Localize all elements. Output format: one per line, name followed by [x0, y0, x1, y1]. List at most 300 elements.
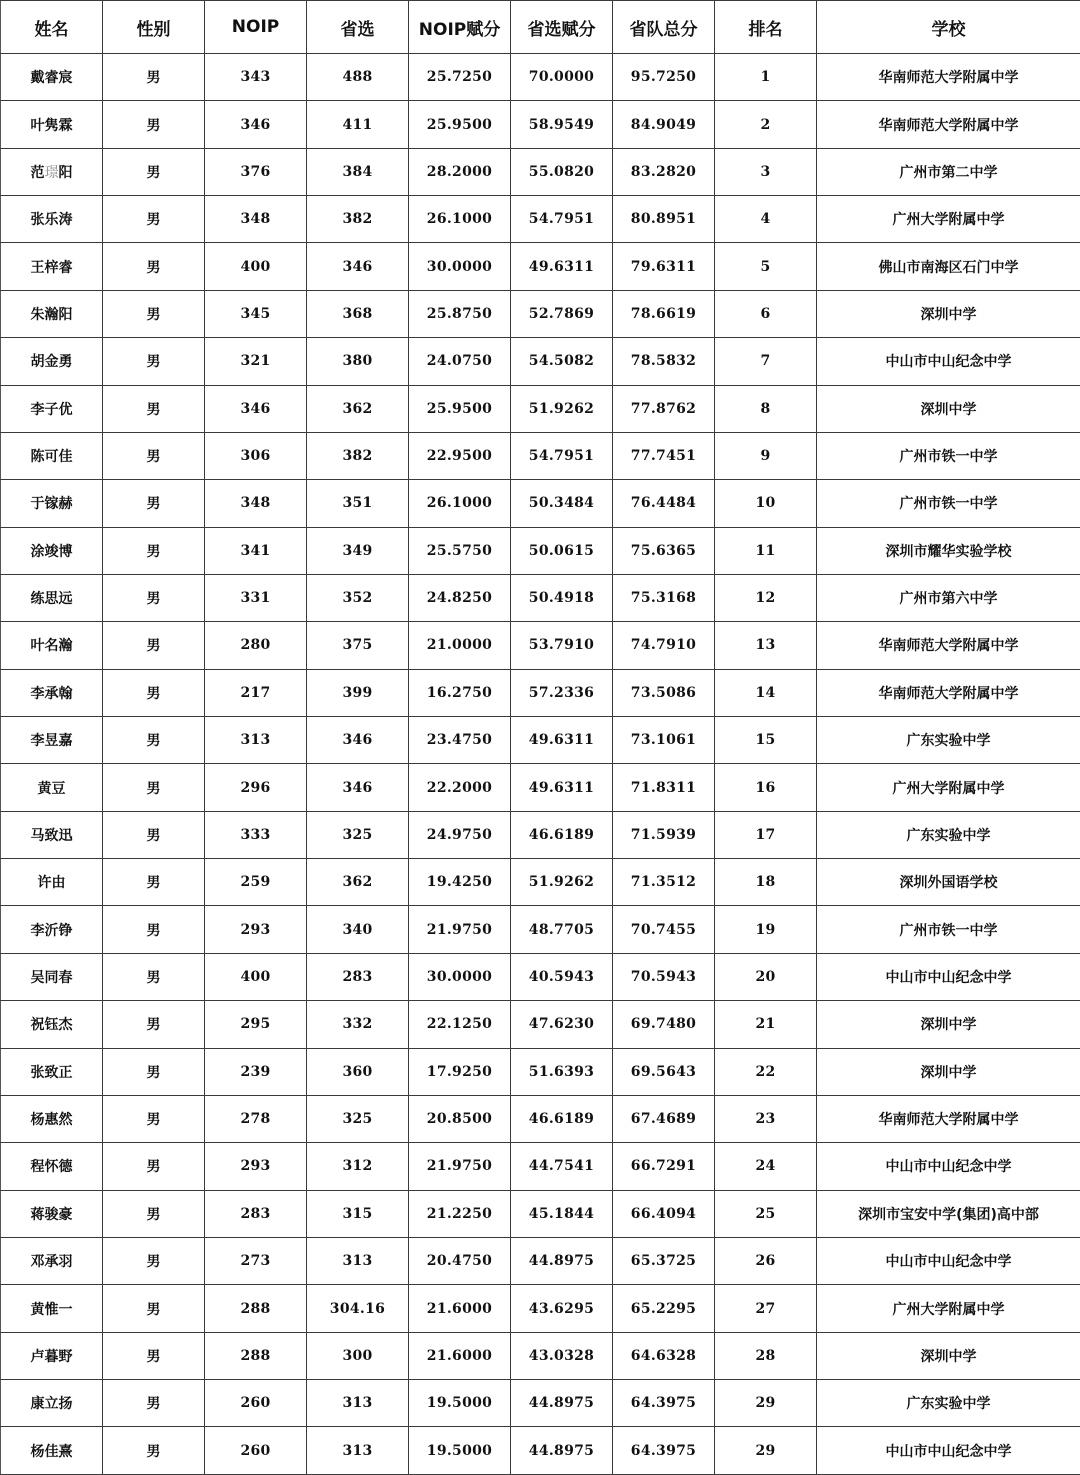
cell-provincial-score: 49.6311: [511, 764, 613, 811]
cell-provincial-score: 43.6295: [511, 1285, 613, 1332]
cell-gender: 男: [103, 385, 205, 432]
cell-school: 华南师范大学附属中学: [817, 101, 1080, 148]
cell-gender: 男: [103, 953, 205, 1000]
cell-total: 77.7451: [613, 432, 715, 479]
cell-school: 深圳中学: [817, 1048, 1080, 1095]
cell-provincial-score: 51.9262: [511, 385, 613, 432]
cell-gender: 男: [103, 811, 205, 858]
cell-provincial-score: 44.8975: [511, 1237, 613, 1284]
cell-gender: 男: [103, 1427, 205, 1475]
cell-total: 73.1061: [613, 717, 715, 764]
cell-rank: 4: [715, 196, 817, 243]
cell-rank: 6: [715, 290, 817, 337]
cell-provincial-score: 54.7951: [511, 196, 613, 243]
cell-name: 卢暮野: [1, 1332, 103, 1379]
cell-provincial: 362: [307, 385, 409, 432]
header-row: [1, 1, 1080, 54]
cell-school: 广州市铁一中学: [817, 906, 1080, 953]
cell-total: 71.5939: [613, 811, 715, 858]
cell-name: 练思远: [1, 574, 103, 621]
cell-provincial: 360: [307, 1048, 409, 1095]
cell-provincial: 375: [307, 622, 409, 669]
cell-noip-score: 16.2750: [409, 669, 511, 716]
cell-noip-score: 21.6000: [409, 1285, 511, 1332]
cell-noip-score: 19.4250: [409, 859, 511, 906]
header-rank: 排名: [715, 1, 817, 54]
table-row: [1, 1143, 1080, 1190]
cell-noip: 293: [205, 906, 307, 953]
cell-rank: 22: [715, 1048, 817, 1095]
cell-provincial: 382: [307, 196, 409, 243]
cell-provincial-score: 54.5082: [511, 338, 613, 385]
cell-school: 深圳中学: [817, 1001, 1080, 1048]
cell-total: 71.3512: [613, 859, 715, 906]
cell-gender: 男: [103, 290, 205, 337]
cell-noip-score: 25.8750: [409, 290, 511, 337]
name-char: 璟: [44, 164, 59, 181]
cell-noip: 296: [205, 764, 307, 811]
header-provincial: 省选: [307, 1, 409, 54]
cell-rank: 5: [715, 243, 817, 290]
table-row: [1, 338, 1080, 385]
table-row: [1, 953, 1080, 1000]
cell-gender: 男: [103, 338, 205, 385]
cell-provincial: 362: [307, 859, 409, 906]
cell-rank: 18: [715, 859, 817, 906]
cell-rank: 14: [715, 669, 817, 716]
cell-total: 80.8951: [613, 196, 715, 243]
cell-rank: 27: [715, 1285, 817, 1332]
cell-name: 蒋骏豪: [1, 1190, 103, 1237]
cell-provincial-score: 52.7869: [511, 290, 613, 337]
table-body: [1, 54, 1080, 1475]
cell-gender: 男: [103, 1095, 205, 1142]
cell-school: 广州大学附属中学: [817, 196, 1080, 243]
cell-name: 王梓睿: [1, 243, 103, 290]
cell-provincial: 349: [307, 527, 409, 574]
cell-gender: 男: [103, 480, 205, 527]
cell-name: 李沂铮: [1, 906, 103, 953]
cell-noip: 333: [205, 811, 307, 858]
cell-school: 广东实验中学: [817, 717, 1080, 764]
cell-provincial: 325: [307, 811, 409, 858]
table-row: [1, 432, 1080, 479]
header-provincial-score: 省选赋分: [511, 1, 613, 54]
cell-name: 于镓赫: [1, 480, 103, 527]
cell-noip: 346: [205, 385, 307, 432]
cell-school: 广东实验中学: [817, 1380, 1080, 1427]
table-header: [1, 1, 1080, 54]
cell-gender: 男: [103, 1237, 205, 1284]
cell-rank: 3: [715, 148, 817, 195]
cell-gender: 男: [103, 148, 205, 195]
table-row: [1, 243, 1080, 290]
cell-name: 张致正: [1, 1048, 103, 1095]
cell-provincial: 313: [307, 1427, 409, 1475]
cell-name: 叶名瀚: [1, 622, 103, 669]
cell-noip-score: 17.9250: [409, 1048, 511, 1095]
cell-rank: 2: [715, 101, 817, 148]
header-gender: 性别: [103, 1, 205, 54]
cell-gender: 男: [103, 1380, 205, 1427]
cell-noip: 331: [205, 574, 307, 621]
name-char: 范: [30, 164, 45, 181]
cell-noip-score: 21.9750: [409, 1143, 511, 1190]
cell-provincial-score: 54.7951: [511, 432, 613, 479]
cell-provincial-score: 50.0615: [511, 527, 613, 574]
cell-school: 佛山市南海区石门中学: [817, 243, 1080, 290]
cell-provincial: 351: [307, 480, 409, 527]
cell-provincial: 300: [307, 1332, 409, 1379]
cell-provincial: 399: [307, 669, 409, 716]
cell-school: 深圳中学: [817, 1332, 1080, 1379]
cell-noip: 346: [205, 101, 307, 148]
cell-total: 75.6365: [613, 527, 715, 574]
cell-provincial-score: 45.1844: [511, 1190, 613, 1237]
header-noip: NOIP: [205, 1, 307, 54]
cell-noip: 348: [205, 196, 307, 243]
cell-provincial-score: 58.9549: [511, 101, 613, 148]
cell-rank: 17: [715, 811, 817, 858]
cell-rank: 23: [715, 1095, 817, 1142]
table-row: [1, 859, 1080, 906]
cell-total: 69.7480: [613, 1001, 715, 1048]
cell-rank: 16: [715, 764, 817, 811]
cell-school: 广州市铁一中学: [817, 432, 1080, 479]
cell-rank: 24: [715, 1143, 817, 1190]
cell-noip-score: 20.8500: [409, 1095, 511, 1142]
cell-school: 深圳市宝安中学(集团)高中部: [817, 1190, 1080, 1237]
cell-noip: 293: [205, 1143, 307, 1190]
cell-noip: 343: [205, 54, 307, 101]
cell-school: 深圳中学: [817, 385, 1080, 432]
cell-total: 74.7910: [613, 622, 715, 669]
cell-school: 中山市中山纪念中学: [817, 953, 1080, 1000]
cell-noip: 283: [205, 1190, 307, 1237]
table-row: [1, 480, 1080, 527]
cell-provincial: 332: [307, 1001, 409, 1048]
cell-name: 李昱嘉: [1, 717, 103, 764]
cell-school: 中山市中山纪念中学: [817, 1427, 1080, 1475]
cell-total: 73.5086: [613, 669, 715, 716]
cell-noip: 313: [205, 717, 307, 764]
cell-gender: 男: [103, 101, 205, 148]
cell-total: 95.7250: [613, 54, 715, 101]
table-row: [1, 1427, 1080, 1475]
table-row: [1, 290, 1080, 337]
cell-name: 李子优: [1, 385, 103, 432]
cell-provincial-score: 44.8975: [511, 1380, 613, 1427]
cell-rank: 29: [715, 1427, 817, 1475]
cell-gender: 男: [103, 764, 205, 811]
table-row: [1, 1237, 1080, 1284]
cell-school: 华南师范大学附属中学: [817, 669, 1080, 716]
cell-gender: 男: [103, 196, 205, 243]
table-row: [1, 574, 1080, 621]
cell-provincial: 313: [307, 1380, 409, 1427]
cell-noip-score: 21.0000: [409, 622, 511, 669]
cell-name: 康立扬: [1, 1380, 103, 1427]
table-row: [1, 1048, 1080, 1095]
cell-total: 66.4094: [613, 1190, 715, 1237]
table-row: [1, 1001, 1080, 1048]
cell-rank: 21: [715, 1001, 817, 1048]
cell-total: 67.4689: [613, 1095, 715, 1142]
cell-noip-score: 20.4750: [409, 1237, 511, 1284]
table-row: [1, 811, 1080, 858]
cell-provincial-score: 44.8975: [511, 1427, 613, 1475]
cell-school: 深圳外国语学校: [817, 859, 1080, 906]
cell-total: 69.5643: [613, 1048, 715, 1095]
cell-gender: 男: [103, 906, 205, 953]
cell-noip-score: 23.4750: [409, 717, 511, 764]
cell-total: 78.5832: [613, 338, 715, 385]
cell-name: 吴同春: [1, 953, 103, 1000]
cell-rank: 10: [715, 480, 817, 527]
cell-school: 广州市铁一中学: [817, 480, 1080, 527]
cell-total: 78.6619: [613, 290, 715, 337]
cell-provincial-score: 40.5943: [511, 953, 613, 1000]
table-row: [1, 196, 1080, 243]
cell-provincial: 380: [307, 338, 409, 385]
cell-noip: 376: [205, 148, 307, 195]
header-total: 省队总分: [613, 1, 715, 54]
cell-gender: 男: [103, 1143, 205, 1190]
cell-school: 广东实验中学: [817, 811, 1080, 858]
cell-noip: 295: [205, 1001, 307, 1048]
cell-provincial-score: 51.6393: [511, 1048, 613, 1095]
cell-noip: 239: [205, 1048, 307, 1095]
header-school: 学校: [817, 1, 1080, 54]
cell-noip: 217: [205, 669, 307, 716]
cell-name: 黄豆: [1, 764, 103, 811]
cell-rank: 7: [715, 338, 817, 385]
cell-name: 黄惟一: [1, 1285, 103, 1332]
cell-provincial: 382: [307, 432, 409, 479]
cell-noip: 400: [205, 953, 307, 1000]
cell-noip-score: 26.1000: [409, 196, 511, 243]
cell-noip-score: 28.2000: [409, 148, 511, 195]
cell-provincial: 325: [307, 1095, 409, 1142]
header-name: 姓名: [1, 1, 103, 54]
cell-provincial: 304.16: [307, 1285, 409, 1332]
cell-total: 70.5943: [613, 953, 715, 1000]
cell-noip: 306: [205, 432, 307, 479]
cell-provincial-score: 49.6311: [511, 717, 613, 764]
cell-provincial-score: 43.0328: [511, 1332, 613, 1379]
cell-gender: 男: [103, 574, 205, 621]
table-row: [1, 54, 1080, 101]
cell-rank: 12: [715, 574, 817, 621]
cell-noip-score: 22.9500: [409, 432, 511, 479]
cell-noip: 345: [205, 290, 307, 337]
cell-rank: 9: [715, 432, 817, 479]
table-row: [1, 622, 1080, 669]
cell-provincial: 346: [307, 243, 409, 290]
cell-noip-score: 25.9500: [409, 385, 511, 432]
cell-total: 77.8762: [613, 385, 715, 432]
cell-school: 深圳中学: [817, 290, 1080, 337]
name-char: 阳: [58, 164, 73, 181]
table-row: [1, 101, 1080, 148]
cell-provincial: 315: [307, 1190, 409, 1237]
cell-total: 64.3975: [613, 1380, 715, 1427]
cell-total: 64.3975: [613, 1427, 715, 1475]
cell-rank: 15: [715, 717, 817, 764]
cell-name: 张乐涛: [1, 196, 103, 243]
cell-name: [1, 148, 103, 195]
cell-total: 65.3725: [613, 1237, 715, 1284]
cell-provincial-score: 47.6230: [511, 1001, 613, 1048]
table-row: [1, 1095, 1080, 1142]
table-row: [1, 669, 1080, 716]
cell-school: 华南师范大学附属中学: [817, 1095, 1080, 1142]
cell-noip-score: 25.7250: [409, 54, 511, 101]
cell-noip-score: 30.0000: [409, 953, 511, 1000]
cell-noip-score: 19.5000: [409, 1427, 511, 1475]
table-row: [1, 717, 1080, 764]
cell-provincial: 368: [307, 290, 409, 337]
cell-noip: 259: [205, 859, 307, 906]
cell-name: 马致迅: [1, 811, 103, 858]
cell-noip: 321: [205, 338, 307, 385]
cell-noip-score: 21.9750: [409, 906, 511, 953]
cell-provincial-score: 46.6189: [511, 811, 613, 858]
cell-name: 戴睿宸: [1, 54, 103, 101]
cell-school: 中山市中山纪念中学: [817, 1237, 1080, 1284]
cell-provincial-score: 50.4918: [511, 574, 613, 621]
cell-total: 70.7455: [613, 906, 715, 953]
cell-name: 祝钰杰: [1, 1001, 103, 1048]
cell-provincial-score: 55.0820: [511, 148, 613, 195]
cell-noip: 280: [205, 622, 307, 669]
cell-gender: 男: [103, 1190, 205, 1237]
cell-provincial-score: 50.3484: [511, 480, 613, 527]
cell-noip-score: 24.0750: [409, 338, 511, 385]
cell-gender: 男: [103, 1332, 205, 1379]
cell-noip-score: 26.1000: [409, 480, 511, 527]
header-noip-score: NOIP赋分: [409, 1, 511, 54]
cell-noip: 288: [205, 1285, 307, 1332]
cell-gender: 男: [103, 717, 205, 764]
cell-school: 广州大学附属中学: [817, 1285, 1080, 1332]
cell-gender: 男: [103, 527, 205, 574]
cell-total: 66.7291: [613, 1143, 715, 1190]
cell-school: 广州大学附属中学: [817, 764, 1080, 811]
cell-total: 84.9049: [613, 101, 715, 148]
cell-gender: 男: [103, 1001, 205, 1048]
cell-school: 华南师范大学附属中学: [817, 622, 1080, 669]
cell-school: 广州市第二中学: [817, 148, 1080, 195]
cell-gender: 男: [103, 859, 205, 906]
cell-name: 邓承羽: [1, 1237, 103, 1284]
cell-name: 朱瀚阳: [1, 290, 103, 337]
cell-provincial: 352: [307, 574, 409, 621]
cell-noip: 278: [205, 1095, 307, 1142]
cell-name: 程怀德: [1, 1143, 103, 1190]
cell-school: 深圳市耀华实验学校: [817, 527, 1080, 574]
cell-total: 83.2820: [613, 148, 715, 195]
table-row: [1, 385, 1080, 432]
table-row: [1, 764, 1080, 811]
cell-provincial-score: 49.6311: [511, 243, 613, 290]
cell-school: 华南师范大学附属中学: [817, 54, 1080, 101]
cell-noip-score: 30.0000: [409, 243, 511, 290]
cell-rank: 20: [715, 953, 817, 1000]
cell-noip: 260: [205, 1380, 307, 1427]
cell-provincial: 312: [307, 1143, 409, 1190]
cell-rank: 26: [715, 1237, 817, 1284]
table-row: [1, 906, 1080, 953]
cell-provincial-score: 51.9262: [511, 859, 613, 906]
cell-total: 75.3168: [613, 574, 715, 621]
cell-rank: 11: [715, 527, 817, 574]
cell-provincial: 346: [307, 764, 409, 811]
cell-school: 中山市中山纪念中学: [817, 1143, 1080, 1190]
cell-provincial: 488: [307, 54, 409, 101]
cell-provincial: 283: [307, 953, 409, 1000]
cell-total: 64.6328: [613, 1332, 715, 1379]
table-row: [1, 1380, 1080, 1427]
cell-noip: 341: [205, 527, 307, 574]
cell-rank: 8: [715, 385, 817, 432]
cell-gender: 男: [103, 1048, 205, 1095]
cell-noip-score: 22.1250: [409, 1001, 511, 1048]
cell-provincial-score: 70.0000: [511, 54, 613, 101]
table-row: [1, 1285, 1080, 1332]
cell-noip: 288: [205, 1332, 307, 1379]
cell-noip: 348: [205, 480, 307, 527]
cell-noip-score: 24.8250: [409, 574, 511, 621]
cell-provincial: 384: [307, 148, 409, 195]
cell-gender: 男: [103, 432, 205, 479]
cell-name: 胡金勇: [1, 338, 103, 385]
cell-name: 杨惠然: [1, 1095, 103, 1142]
cell-gender: 男: [103, 54, 205, 101]
cell-gender: 男: [103, 1285, 205, 1332]
cell-noip-score: 24.9750: [409, 811, 511, 858]
cell-noip-score: 25.5750: [409, 527, 511, 574]
cell-rank: 25: [715, 1190, 817, 1237]
cell-gender: 男: [103, 622, 205, 669]
table-row: [1, 527, 1080, 574]
cell-name: 李承翰: [1, 669, 103, 716]
table-row: [1, 1190, 1080, 1237]
cell-noip-score: 21.2250: [409, 1190, 511, 1237]
cell-gender: 男: [103, 669, 205, 716]
cell-rank: 29: [715, 1380, 817, 1427]
cell-provincial: 340: [307, 906, 409, 953]
table-row: [1, 1332, 1080, 1379]
cell-name: 叶隽霖: [1, 101, 103, 148]
cell-provincial: 411: [307, 101, 409, 148]
cell-provincial-score: 44.7541: [511, 1143, 613, 1190]
cell-name: 许由: [1, 859, 103, 906]
cell-provincial-score: 53.7910: [511, 622, 613, 669]
cell-total: 71.8311: [613, 764, 715, 811]
cell-school: 中山市中山纪念中学: [817, 338, 1080, 385]
cell-rank: 1: [715, 54, 817, 101]
cell-provincial-score: 48.7705: [511, 906, 613, 953]
cell-rank: 19: [715, 906, 817, 953]
cell-noip: 273: [205, 1237, 307, 1284]
cell-noip-score: 22.2000: [409, 764, 511, 811]
cell-name: 杨佳熹: [1, 1427, 103, 1475]
cell-total: 79.6311: [613, 243, 715, 290]
cell-noip-score: 21.6000: [409, 1332, 511, 1379]
cell-name: 涂竣博: [1, 527, 103, 574]
cell-noip: 260: [205, 1427, 307, 1475]
